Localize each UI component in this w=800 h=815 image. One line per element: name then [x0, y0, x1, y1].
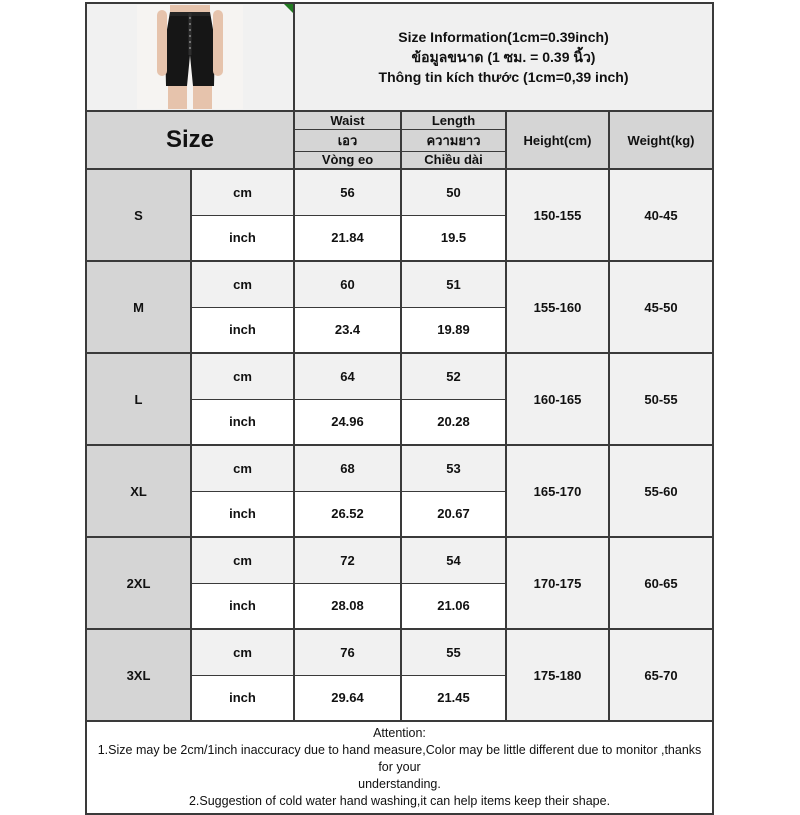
weight-column-header: Weight(kg) [609, 111, 713, 169]
attention-row [86, 721, 713, 814]
length-inch-value: 20.28 [401, 399, 506, 445]
size-rows [86, 169, 713, 721]
size-label-s: S [86, 169, 191, 261]
unit-inch-label: inch [191, 583, 294, 629]
size-info-line-en: Size Information(1cm=0.39inch) [398, 29, 609, 45]
top-band [86, 3, 713, 111]
unit-cm-label: cm [191, 629, 294, 675]
waist-inch-value: 29.64 [294, 675, 401, 721]
size-chart-table [85, 2, 714, 815]
table-row-s-cm [86, 169, 713, 215]
table-row-l-cm [86, 353, 713, 399]
height-range: 160-165 [506, 353, 609, 445]
product-photo-cell [86, 3, 294, 111]
unit-cm-label: cm [191, 353, 294, 399]
waist-inch-value: 26.52 [294, 491, 401, 537]
size-info-line-th: ข้อมูลขนาด (1 ซม. = 0.39 นิ้ว) [411, 49, 596, 65]
length-inch-value: 19.89 [401, 307, 506, 353]
height-range: 175-180 [506, 629, 609, 721]
length-cm-value: 50 [401, 169, 506, 215]
length-cm-value: 54 [401, 537, 506, 583]
shapewear-shorts-illustration [137, 5, 243, 109]
attention-line: 2.Suggestion of cold water hand washing,it can help items keep their shape. [188, 794, 611, 808]
length-header-vi: Chiều dài [401, 151, 506, 169]
unit-inch-label: inch [191, 491, 294, 537]
waist-cm-value: 68 [294, 445, 401, 491]
size-label-m: M [86, 261, 191, 353]
length-cm-value: 55 [401, 629, 506, 675]
weight-range: 60-65 [609, 537, 713, 629]
length-inch-value: 20.67 [401, 491, 506, 537]
weight-range: 50-55 [609, 353, 713, 445]
table-row-xl-cm [86, 445, 713, 491]
size-label-xl: XL [86, 445, 191, 537]
unit-cm-label: cm [191, 169, 294, 215]
length-inch-value: 21.45 [401, 675, 506, 721]
waist-cm-value: 60 [294, 261, 401, 307]
unit-inch-label: inch [191, 399, 294, 445]
size-column-header: Size [86, 111, 294, 169]
size-label-3xl: 3XL [86, 629, 191, 721]
height-column-header: Height(cm) [506, 111, 609, 169]
product-photo [137, 5, 243, 109]
size-label-l: L [86, 353, 191, 445]
unit-cm-label: cm [191, 261, 294, 307]
waist-inch-value: 28.08 [294, 583, 401, 629]
size-info-line-vi: Thông tin kích thước (1cm=0,39 inch) [378, 69, 629, 85]
size-label-2xl: 2XL [86, 537, 191, 629]
length-header-th: ความยาว [401, 129, 506, 151]
waist-header-th: เอว [294, 129, 401, 151]
waist-header-en: Waist [294, 111, 401, 129]
unit-inch-label: inch [191, 215, 294, 261]
green-triangle-icon [284, 4, 293, 13]
height-range: 170-175 [506, 537, 609, 629]
attention-line: understanding. [358, 777, 441, 791]
unit-cm-label: cm [191, 445, 294, 491]
size-information-header [294, 3, 713, 111]
table-row-3xl-cm [86, 629, 713, 675]
header-row-1 [86, 111, 713, 129]
unit-inch-label: inch [191, 675, 294, 721]
length-cm-value: 52 [401, 353, 506, 399]
length-cm-value: 51 [401, 261, 506, 307]
waist-header-vi: Vòng eo [294, 151, 401, 169]
unit-inch-label: inch [191, 307, 294, 353]
height-range: 150-155 [506, 169, 609, 261]
unit-cm-label: cm [191, 537, 294, 583]
height-range: 155-160 [506, 261, 609, 353]
waist-inch-value: 21.84 [294, 215, 401, 261]
weight-range: 40-45 [609, 169, 713, 261]
length-inch-value: 19.5 [401, 215, 506, 261]
waist-cm-value: 56 [294, 169, 401, 215]
waist-cm-value: 64 [294, 353, 401, 399]
table-row-m-cm [86, 261, 713, 307]
waist-cm-value: 72 [294, 537, 401, 583]
weight-range: 55-60 [609, 445, 713, 537]
attention-note [86, 721, 713, 814]
waist-inch-value: 24.96 [294, 399, 401, 445]
size-chart-sheet [85, 2, 714, 815]
length-inch-value: 21.06 [401, 583, 506, 629]
attention-title: Attention: [373, 726, 426, 740]
height-range: 165-170 [506, 445, 609, 537]
attention-line: 1.Size may be 2cm/1inch inaccuracy due to hand measure,Color may be little different due to monitor ,thanks for your [97, 743, 702, 774]
table-row-2xl-cm [86, 537, 713, 583]
waist-inch-value: 23.4 [294, 307, 401, 353]
weight-range: 45-50 [609, 261, 713, 353]
weight-range: 65-70 [609, 629, 713, 721]
length-cm-value: 53 [401, 445, 506, 491]
length-header-en: Length [401, 111, 506, 129]
waist-cm-value: 76 [294, 629, 401, 675]
